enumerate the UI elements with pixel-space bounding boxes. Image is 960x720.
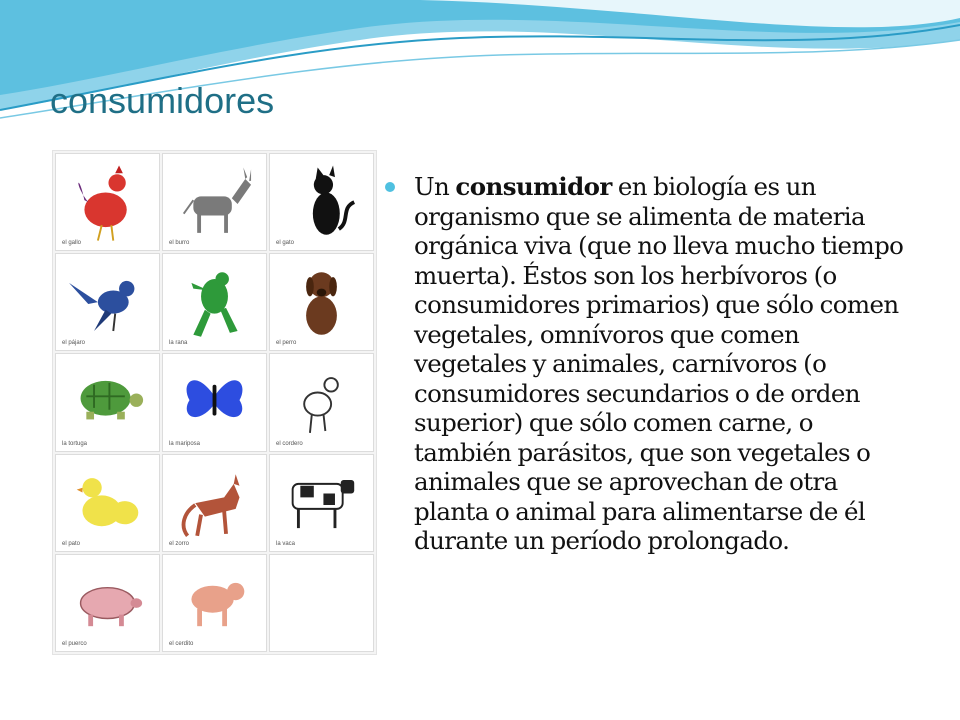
bullet-list [385, 172, 915, 556]
slide-title: consumidores [50, 80, 275, 121]
animal-card-lamb [269, 353, 374, 451]
animal-label: el burro [169, 240, 190, 247]
animal-label: el cerdito [169, 640, 194, 647]
consumer-definition-text [414, 172, 915, 556]
animal-card-pig [55, 554, 160, 652]
donkey-icon [163, 154, 266, 250]
para-term: consumidor [455, 172, 612, 201]
piglet-icon [163, 555, 266, 651]
rooster-icon [56, 154, 159, 250]
animal-label: la mariposa [169, 440, 201, 447]
animal-card-chick [55, 454, 160, 552]
animal-card-turtle [55, 353, 160, 451]
animal-label: el cordero [276, 440, 303, 447]
animal-image-grid [52, 150, 377, 655]
bird-icon [56, 254, 159, 350]
animal-card-frog [162, 253, 267, 351]
animal-label: el zorro [169, 540, 190, 547]
animal-card-fox [162, 454, 267, 552]
animal-card-cow [269, 454, 374, 552]
animal-label: el puerco [62, 640, 87, 647]
fox-icon [163, 455, 266, 551]
animal-label: el perro [276, 340, 297, 347]
cow-icon [270, 455, 373, 551]
animal-card-butterfly [162, 353, 267, 451]
animal-label: la tortuga [62, 440, 88, 447]
empty-cell [269, 554, 374, 652]
frog-icon [163, 254, 266, 350]
cat-icon [270, 154, 373, 250]
animal-card-rooster [55, 153, 160, 251]
chick-icon [56, 455, 159, 551]
animal-card-dog [269, 253, 374, 351]
animal-label: la vaca [276, 540, 296, 547]
animal-card-bird [55, 253, 160, 351]
para-lead: Un [414, 172, 456, 201]
pig-icon [56, 555, 159, 651]
animal-card-donkey [162, 153, 267, 251]
animal-card-cat [269, 153, 374, 251]
turtle-icon [56, 354, 159, 450]
animal-label: el pájaro [62, 340, 86, 347]
animal-label: el gato [276, 240, 295, 247]
goat-icon [270, 354, 373, 450]
animal-label: el pato [62, 540, 81, 547]
bullet-dot-icon [385, 182, 395, 192]
dog-icon [270, 254, 373, 350]
para-body: en biología es un organismo que se alimenta de materia orgánica viva (que no lleva mucho tiempo muerta). Éstos son los herbívoros (o consumidores primarios) que sólo comen vegetales, omnívoros que comen vegetales y animales, carnívoros (o consumidores secundarios o de orden superior) que sólo comen carne, o también parásitos, que son vegetales o animales que se aprovechan de otra planta o animal para alimentarse de él durante un período prolongado. [414, 172, 904, 555]
animal-card-piglet [162, 554, 267, 652]
animal-label: el gallo [62, 240, 82, 247]
animal-label: la rana [169, 340, 188, 347]
butterfly-icon [163, 354, 266, 450]
